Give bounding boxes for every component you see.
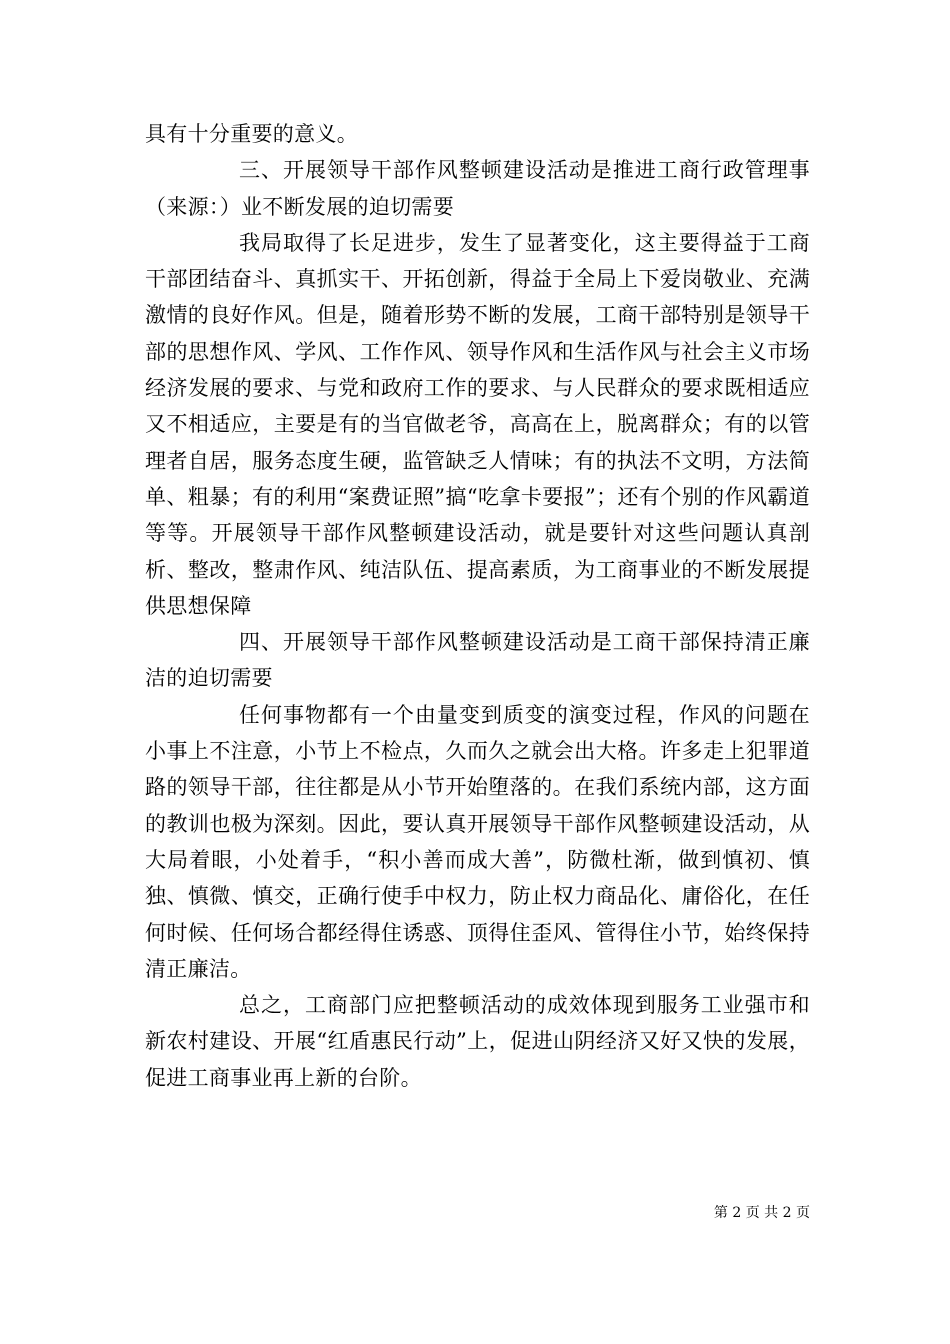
paragraph-5: 任何事物都有一个由量变到质变的演变过程，作风的问题在小事上不注意，小节上不检点，久而久之就会出大格。许多走上犯罪道路的领导干部，往往都是从小节开始堕落的。在我们系统内部，这方面的教训也极为深刻。因此，要认真开展领导干部作风整顿建设活动，从大局着眼，小处着手，“积小善而成大善”，防微杜渐，做到慎初、慎独、慎微、慎交，正确行使手中权力，防止权力商品化、庸俗化，在任何时候、任何场合都经得住诱惑、顶得住歪风、管得住小节，始终保持清正廉洁。 xyxy=(145,702,810,981)
heading-section-4: 四、开展领导干部作风整顿建设活动是工商干部保持清正廉洁的迫切需要 xyxy=(145,630,810,691)
paragraph-1: 具有十分重要的意义。 xyxy=(145,122,358,146)
heading-section-3: 三、开展领导干部作风整顿建设活动是推进工商行政管理事（来源：）业不断发展的迫切需要 xyxy=(145,158,810,219)
paragraph-3: 我局取得了长足进步，发生了显著变化，这主要得益于工商干部团结奋斗、真抓实干、开拓创新，得益于全局上下爱岗敬业、充满激情的良好作风。但是，随着形势不断的发展，工商干部特别是领导干部的思想作风、学风、工作作风、领导作风和生活作风与社会主义市场经济发展的要求、与党和政府工作的要求、与人民群众的要求既相适应又不相适应，主要是有的当官做老爷，高高在上，脱离群众；有的以管理者自居，服务态度生硬，监管缺乏人情味；有的执法不文明，方法简单、粗暴；有的利用“案费证照”搞“吃拿卡要报”；还有个别的作风霸道等等。开展领导干部作风整顿建设活动，就是要针对这些问题认真剖析、整改，整肃作风、纯洁队伍、提高素质，为工商事业的不断发展提供思想保障 xyxy=(145,230,810,618)
paragraph-conclusion: 总之，工商部门应把整顿活动的成效体现到服务工业强市和新农村建设、开展“红盾惠民行动”上，促进山阴经济又好又快的发展，促进工商事业再上新的台阶。 xyxy=(145,993,810,1090)
document-body xyxy=(145,116,810,1096)
page-number-footer: 第 2 页 共 2 页 xyxy=(713,1205,810,1221)
